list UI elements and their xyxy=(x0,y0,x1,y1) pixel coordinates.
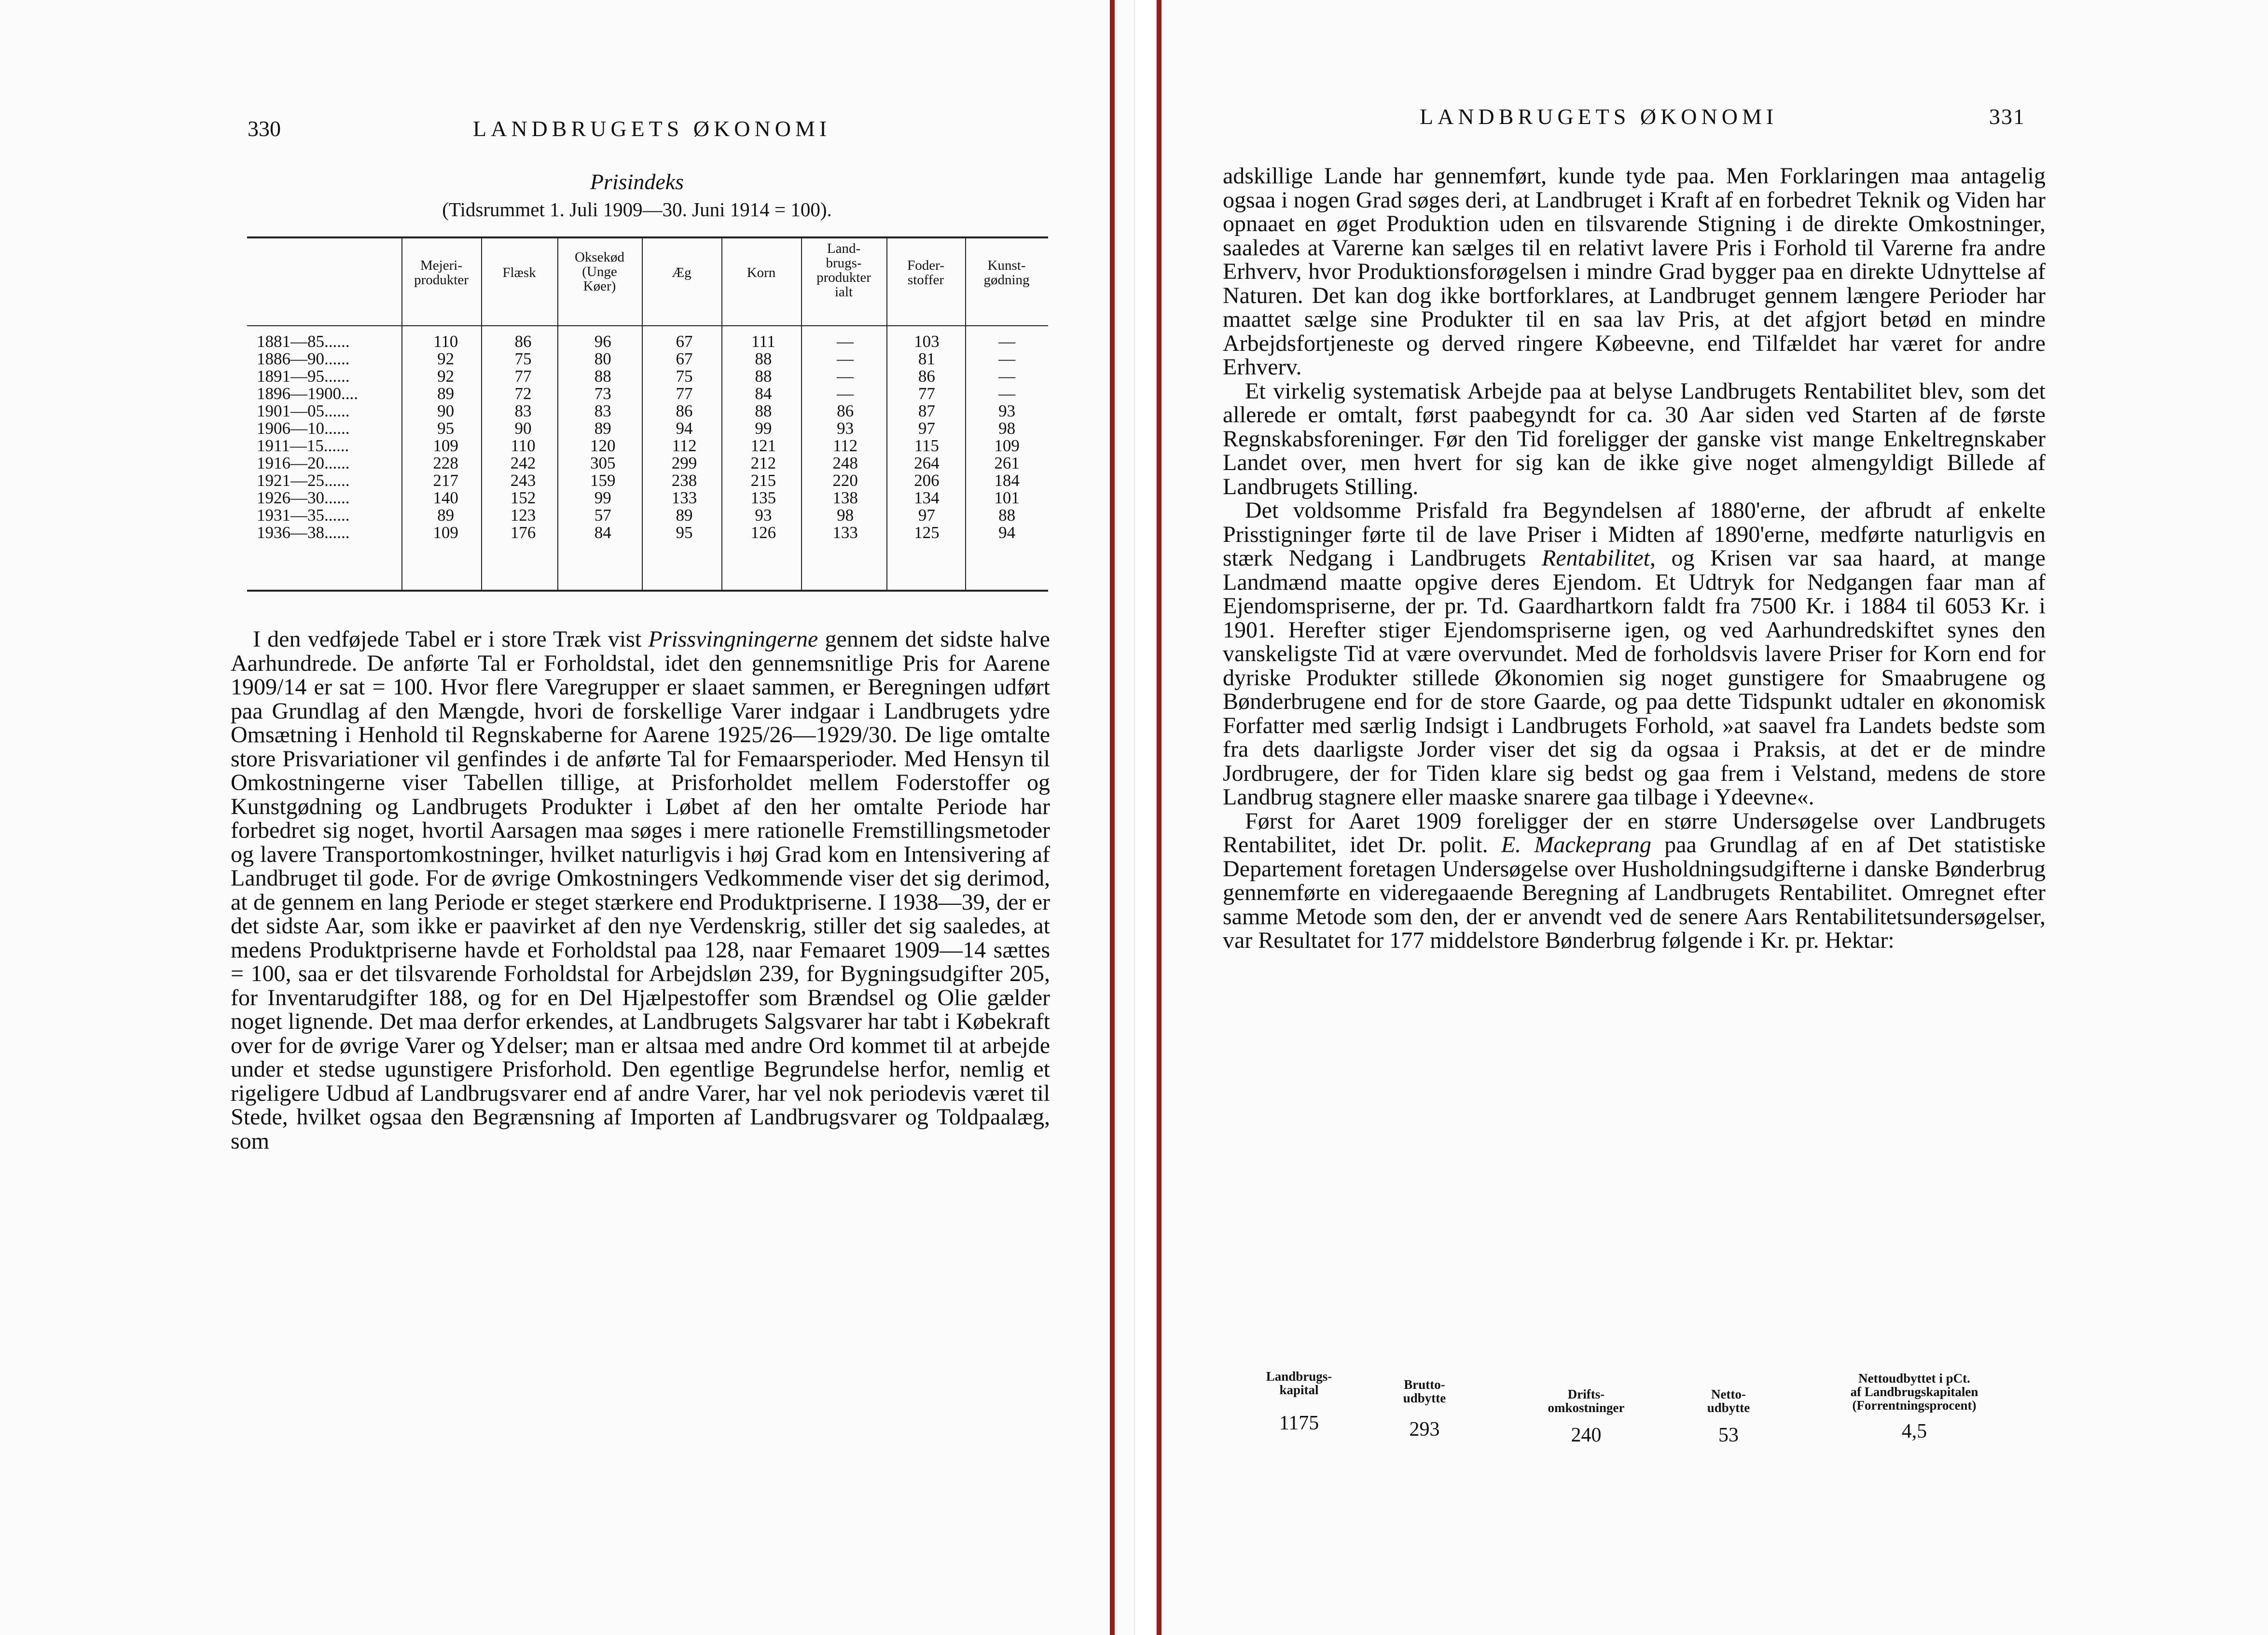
table-cell: 140 xyxy=(433,488,458,507)
paragraph-text: Først for Aaret 1909 foreligger der en større Undersøgelse over Landbrugets Rentabilitet, idet Dr. polit. xyxy=(1223,808,2046,858)
table-cell: 98 xyxy=(998,419,1016,438)
table-cell: 83 xyxy=(594,402,611,420)
table-row xyxy=(247,507,1048,524)
table-cell: 120 xyxy=(590,436,616,455)
table-cell: 99 xyxy=(755,419,772,438)
table-cell: 89 xyxy=(676,506,693,525)
table-cell: 86 xyxy=(514,332,532,351)
table-cell: 299 xyxy=(671,454,697,472)
table-row xyxy=(247,385,1048,402)
table-cell: 109 xyxy=(994,436,1020,455)
table-row xyxy=(247,420,1048,437)
paragraph: Et virkelig systematisk Arbejde paa at belyse Landbrugets Rentabilitet blev, som det allerede er omtalt, først paabegyndt for ca. 30 Aar siden ved Starten af de første Regnskabsforeninger. Før den Tid foreligger der ganske vist mange Enkeltregnskaber Landet over, men hvert for sig kan de ikke give noget almengyldigt Billede af Landbrugets Stilling. xyxy=(1223,378,2046,499)
table-row xyxy=(247,455,1048,472)
rent-header: Nettoudbyttet i pCt. af Landbrugskapitalen (Forrentningsprocent) xyxy=(1850,1371,1978,1413)
table-cell: 92 xyxy=(437,367,455,386)
row-period: 1886—90...... xyxy=(257,349,350,368)
table-cell: 80 xyxy=(594,349,611,368)
table-cell: 134 xyxy=(914,488,940,507)
table-cell: 90 xyxy=(437,402,455,420)
column-header: Foder- stoffer xyxy=(907,258,944,288)
running-head: LANDBRUGETS ØKONOMI xyxy=(473,116,831,141)
table-cell: 264 xyxy=(914,454,940,472)
table-cell: 135 xyxy=(750,488,776,507)
rent-value: 240 xyxy=(1571,1424,1602,1446)
table-cell: 176 xyxy=(510,523,536,542)
table-cell: 75 xyxy=(676,367,693,386)
table-row xyxy=(247,524,1048,541)
table-cell: 126 xyxy=(750,523,776,542)
table-cell: 95 xyxy=(676,523,693,542)
table-cell: 115 xyxy=(914,436,939,455)
table-cell: 103 xyxy=(914,332,940,351)
table-row xyxy=(247,350,1048,368)
page-edge-left xyxy=(1110,0,1115,1635)
table-cell: 90 xyxy=(514,419,532,438)
column-header: Mejeri- produkter xyxy=(414,258,469,288)
paragraph xyxy=(231,627,1050,1153)
table-cell: — xyxy=(837,332,854,351)
table-cell: 88 xyxy=(755,367,772,386)
rent-header: Brutto- udbytte xyxy=(1403,1377,1446,1405)
table-header-rule xyxy=(247,325,1048,326)
emphasis: Rentabilitet xyxy=(1542,545,1650,571)
table-cell: 121 xyxy=(750,436,776,455)
page-edge-right xyxy=(1157,0,1162,1635)
table-subtitle: (Tidsrummet 1. Juli 1909—30. Juni 1914 = 100). xyxy=(442,198,832,221)
table-row xyxy=(247,368,1048,385)
table-cell: 89 xyxy=(437,506,455,525)
table-cell: 67 xyxy=(676,332,693,351)
table-cell: 110 xyxy=(511,436,536,455)
table-cell: 248 xyxy=(832,454,858,472)
table-cell: 96 xyxy=(594,332,611,351)
table-cell: 88 xyxy=(594,367,611,386)
table-cell: 242 xyxy=(510,454,536,472)
table-cell: 159 xyxy=(590,471,616,490)
table-cell: 88 xyxy=(998,506,1016,525)
table-cell: 84 xyxy=(594,523,611,542)
column-header: Land- brugs- produkter ialt xyxy=(816,241,871,300)
rent-value: 4,5 xyxy=(1901,1420,1927,1442)
table-row xyxy=(247,402,1048,420)
table-cell: 125 xyxy=(914,523,940,542)
emphasis: E. Mackeprang xyxy=(1501,832,1651,858)
rent-value: 293 xyxy=(1409,1418,1440,1441)
table-cell: 212 xyxy=(750,454,776,472)
paragraph-text: paa Grundlag af en af Det statistiske Departement foretagen Undersøgelse over Husholdningsudgifterne i danske Bønderbrug gennemførte en videregaaende Beregning af Landbrugets Rentabilitet. Omregnet efter samme Metode som den, der er anvendt ved de senere Aars Rentabilitetsundersøgelser, var Resultatet for 177 middelstore Bønderbrug følgende i Kr. pr. Hektar: xyxy=(1223,832,2046,953)
table-cell: 184 xyxy=(994,471,1020,490)
table-cell: 101 xyxy=(994,488,1020,507)
table-cell: 93 xyxy=(837,419,854,438)
row-period: 1931—35...... xyxy=(257,506,350,525)
table-cell: — xyxy=(837,384,854,403)
table-cell: 99 xyxy=(594,488,611,507)
table-cell: 152 xyxy=(510,488,536,507)
table-row xyxy=(247,472,1048,489)
emphasis: Prissvingningerne xyxy=(648,626,818,652)
table-cell: 94 xyxy=(676,419,693,438)
rent-header: Drifts- omkostninger xyxy=(1548,1387,1625,1415)
table-cell: — xyxy=(998,367,1016,386)
price-index-table xyxy=(247,333,1048,541)
rent-header: Landbrugs- kapital xyxy=(1266,1369,1332,1397)
table-cell: 81 xyxy=(918,349,935,368)
table-cell: — xyxy=(998,332,1016,351)
table-cell: 84 xyxy=(755,384,772,403)
table-cell: 97 xyxy=(918,506,935,525)
row-period: 1896—1900.... xyxy=(257,384,358,403)
table-cell: 86 xyxy=(918,367,935,386)
column-header: Korn xyxy=(747,265,776,280)
page-number: 330 xyxy=(248,116,281,141)
rent-value: 53 xyxy=(1718,1424,1739,1446)
table-cell: 109 xyxy=(433,436,458,455)
table-cell: — xyxy=(998,349,1016,368)
table-cell: — xyxy=(998,384,1016,403)
table-cell: 238 xyxy=(671,471,697,490)
row-period: 1891—95...... xyxy=(257,367,350,386)
table-cell: 305 xyxy=(590,454,616,472)
paragraph: adskillige Lande har gennemført, kunde tyde paa. Men Forklaringen maa antagelig ogsaa i nogen Grad søges deri, at Landbruget i Kraft af en forbedret Teknik og Viden har opnaaet en øget Produktion uden en tilsvarende Stigning i de direkte Omkostninger, saaledes at Varerne kan sælges til en relativt lavere Pris i Forhold til Varerne fra andre Erhverv, hvor Produktionsforøgelsen i mindre Grad bygger paa en direkte Udnyttelse af Naturen. Det kan dog ikke bortforklares, at Landbruget gennem længere Perioder har maattet sælge sine Produkter til en saa lav Pris, at det afgjort betød en mindre Arbejdsfortjeneste og derved ringere Købeevne, end Tilfældet har været for andre Erhverv. xyxy=(1223,163,2046,380)
table-title: Prisindeks xyxy=(590,169,684,194)
table-cell: 77 xyxy=(514,367,532,386)
row-period: 1906—10...... xyxy=(257,419,350,438)
table-cell: 92 xyxy=(437,349,455,368)
table-bottom-rule xyxy=(247,590,1048,592)
table-cell: 72 xyxy=(514,384,532,403)
table-cell: 98 xyxy=(837,506,854,525)
table-row xyxy=(247,333,1048,350)
column-header: Flæsk xyxy=(502,265,536,280)
table-row xyxy=(247,489,1048,507)
rent-header: Netto- udbytte xyxy=(1707,1387,1750,1415)
table-cell: 88 xyxy=(755,402,772,420)
table-cell: 220 xyxy=(832,471,858,490)
running-head: LANDBRUGETS ØKONOMI xyxy=(1420,104,1778,129)
paragraph-text: , og Krisen var saa haard, at mange Landmænd maatte opgive deres Ejendom. Et Udtryk for Nedgangen faar man af Ejendomspriserne, der pr. Td. Gaardhartkorn faldt fra 7500 Kr. i 1884 til 6053 Kr. i 1901. Herefter stiger Ejendomspriserne igen, og ved Aarhundredskiftet synes den vanskeligste Tid at være overvundet. Med de forholdsvis lavere Priser for Korn end for dyriske Produkter stillede Økonomien sig noget gunstigere for Smaabrugene og Bønderbrugene end for de store Gaarde, og paa dette Tidspunkt udtaler en økonomisk Forfatter med særlig Indsigt i Landbrugets Forhold, »at saavel fra Landets bedste som fra dets daarligste Jorder viser det sig da ogsaa i Praksis, at det er de mindre Jordbrugere, der for Tiden klare sig bedst og gaa frem i Velstand, medens de store Landbrug stagnere eller maaske snarere gaa tilbage i Ydeevne«. xyxy=(1223,545,2046,810)
table-cell: 138 xyxy=(832,488,858,507)
table-cell: 228 xyxy=(433,454,458,472)
table-cell: 89 xyxy=(594,419,611,438)
table-cell: 133 xyxy=(671,488,697,507)
table-cell: 206 xyxy=(914,471,940,490)
table-cell: 215 xyxy=(750,471,776,490)
table-cell: 86 xyxy=(837,402,854,420)
table-cell: 133 xyxy=(832,523,858,542)
table-cell: — xyxy=(837,349,854,368)
table-cell: 217 xyxy=(433,471,458,490)
table-cell: 75 xyxy=(514,349,532,368)
table-cell: 109 xyxy=(433,523,458,542)
table-cell: 112 xyxy=(832,436,858,455)
table-row xyxy=(247,437,1048,455)
paragraph-text: I den vedføjede Tabel er i store Træk vist xyxy=(253,626,649,652)
table-cell: 97 xyxy=(918,419,935,438)
table-cell: 95 xyxy=(437,419,455,438)
paragraph xyxy=(1223,499,2046,809)
paragraph-text: Det voldsomme Prisfald fra Begyndelsen af 1880'erne, der afbrudt af enkelte Prisstigninger førte til de lave Priser i Midten af 1890'erne, medførte naturligvis en stærk Nedgang i Landbrugets xyxy=(1223,498,2046,571)
table-cell: 243 xyxy=(510,471,536,490)
paragraph xyxy=(1223,809,2046,953)
table-cell: 67 xyxy=(676,349,693,368)
table-cell: — xyxy=(837,367,854,386)
rent-value: 1175 xyxy=(1279,1412,1319,1434)
table-top-rule xyxy=(247,236,1048,238)
table-cell: 83 xyxy=(514,402,532,420)
table-cell: 93 xyxy=(998,402,1016,420)
table-cell: 77 xyxy=(676,384,693,403)
row-period: 1901—05...... xyxy=(257,402,350,420)
row-period: 1881—85...... xyxy=(257,332,350,351)
row-period: 1936—38...... xyxy=(257,523,350,542)
table-cell: 110 xyxy=(433,332,458,351)
table-cell: 123 xyxy=(510,506,536,525)
table-cell: 87 xyxy=(918,402,935,420)
row-period: 1916—20...... xyxy=(257,454,350,472)
row-period: 1921—25...... xyxy=(257,471,350,490)
column-header: Æg xyxy=(672,265,691,280)
column-header: Oksekød (Unge Køer) xyxy=(574,249,625,294)
table-cell: 112 xyxy=(672,436,697,455)
table-cell: 93 xyxy=(755,506,772,525)
body-text-left xyxy=(231,627,1050,1153)
row-period: 1926—30...... xyxy=(257,488,350,507)
column-header: Kunst- gødning xyxy=(983,258,1030,288)
table-cell: 73 xyxy=(594,384,611,403)
table-cell: 88 xyxy=(755,349,772,368)
page-number: 331 xyxy=(1989,104,2025,129)
right-page xyxy=(1156,0,2268,1635)
table-cell: 86 xyxy=(676,402,693,420)
table-cell: 94 xyxy=(998,523,1016,542)
table-cell: 89 xyxy=(437,384,455,403)
body-text-right xyxy=(1223,164,2046,953)
table-cell: 111 xyxy=(751,332,775,351)
table-cell: 57 xyxy=(594,506,611,525)
row-period: 1911—15...... xyxy=(257,436,349,455)
table-cell: 261 xyxy=(994,454,1020,472)
table-cell: 77 xyxy=(918,384,935,403)
paragraph-text: gennem det sidste halve Aarhundrede. De anførte Tal er Forholdstal, idet den gennemsnitlige Pris for Aarene 1909/14 er sat = 100. Hvor flere Varegrupper er slaaet sammen, er Beregningen udført paa Grundlag af den Mængde, hvori de forskellige Varer indgaar i Landbrugets ydre Omsætning i Henhold til Regnskaberne for Aarene 1925/26—1929/30. De lige omtalte store Prisvariationer vil genfindes i de anførte Tal for Femaarsperioder. Med Hensyn til Omkostningerne viser Tabellen tillige, at Prisforholdet mellem Foderstoffer og Kunstgødning og Landbrugets Produkter i Løbet af den her omtalte Periode har forbedret sig noget, hvortil Aarsagen maa søges i mere rationelle Fremstillingsmetoder og lavere Transportomkostninger, hvilket naturligvis i høj Grad kom en Intensivering af Landbruget til gode. For de øvrige Omkostningers Vedkommende viser det sig derimod, at de gennem en lang Periode er steget stærkere end Produktpriserne. I 1938—39, der er det sidste Aar, som ikke er paavirket af den nye Verdenskrig, stiller det sig saaledes, at medens Produktpriserne havde et Forholdstal paa 128, naar Femaaret 1909—14 sættes = 100, saa er det tilsvarende Forholdstal for Arbejdsløn 239, for Bygningsudgifter 205, for Inventarudgifter 188, og for en Del Hjælpestoffer som Brændsel og Olie gælder noget lignende. Det maa derfor erkendes, at Landbrugets Salgsvarer har tabt i Købekraft over for de øvrige Varer og Ydelser; man er altsaa med andre Ord kommet til at arbejde under et stedse ugunstigere Prisforhold. Den egentlige Begrundelse herfor, nemlig et rigeligere Udbud af Landbrugsvarer end af andre Varer, har vel nok periodevis været til Stede, hvilket ogsaa den Begrænsning af Importen af Landbrugsvarer og Toldpaalæg, som xyxy=(231,626,1050,1154)
